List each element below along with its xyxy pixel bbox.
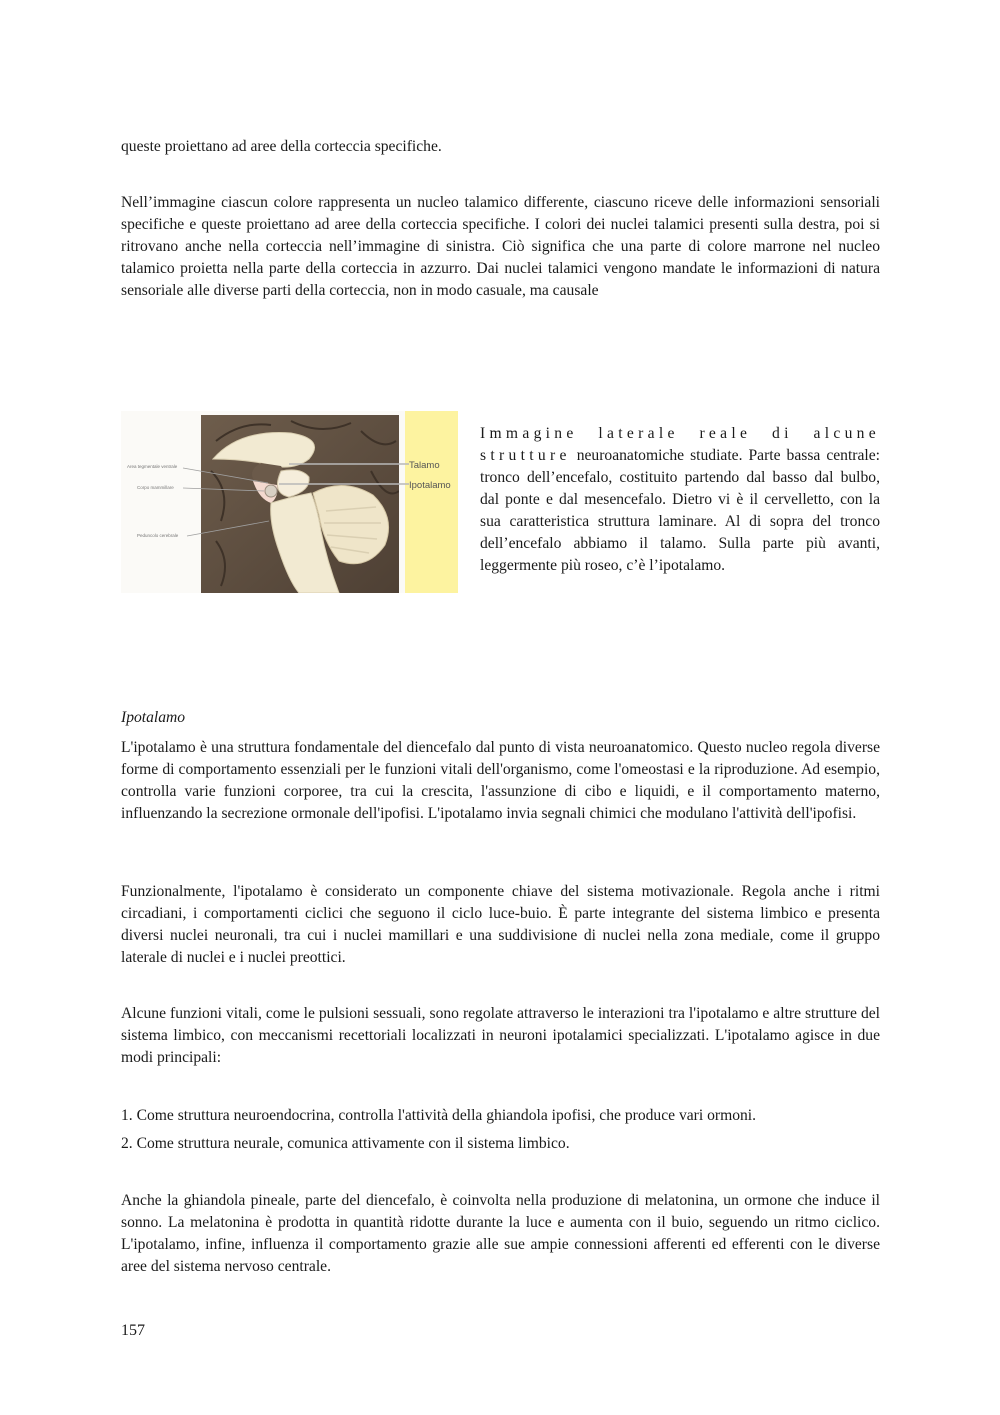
caption-first-line: Immagine laterale reale di alcune strutture [480, 425, 880, 464]
section-heading: Ipotalamo [121, 709, 186, 726]
highlight-band [405, 411, 458, 593]
label-talamo: Talamo [409, 460, 440, 471]
label-area-tegmentale: Area tegmentale ventrale [127, 464, 178, 469]
label-corpo-mammillare: Corpo mammillare [137, 485, 174, 490]
paragraph-ipotalamo-2: Funzionalmente, l'ipotalamo è considerato un componente chiave del sistema motivazionale. Regola anche i ritmi circadiani, i comportamenti ciclici che seguono il ciclo luce-buio. È parte integrante del sistema limbico e presenta diversi nuclei neuronali, tra cui i nuclei mamillari e una suddivisione di nuclei nella zona mediale, come il gruppo laterale di nuclei e i nuclei preottici. [121, 883, 880, 966]
label-peduncolo: Peduncolo cerebrale [137, 533, 179, 538]
page-number: 157 [121, 1322, 145, 1339]
list-item: 2. Come struttura neurale, comunica attivamente con il sistema limbico. [121, 1135, 570, 1152]
caption-rest: neuroanatomiche studiate. Parte bassa centrale: tronco dell’encefalo, costituito partendo dal basso dal bulbo, dal ponte e dal mesencefalo. Dietro vi è il cervelletto, con la sua caratteristica struttura laminare. Al di sopra del tronco dell’encefalo abbiamo il talamo. Sulla parte più avanti, leggermente più roseo, c’è l’ipotalamo. [480, 447, 880, 574]
paragraph-pineale: Anche la ghiandola pineale, parte del diencefalo, è coinvolta nella produzione di melatonina, un ormone che induce il sonno. La melatonina è prodotta in quantità ridotte durante la luce e aumenta con il buio, seguendo un ritmo ciclico. L'ipotalamo, infine, influenza il comportamento grazie alle sue ampie connessioni afferenti ed efferenti con le diverse aree del sistema nervoso centrale. [121, 1192, 880, 1275]
paragraph-ipotalamo-3: Alcune funzioni vitali, come le pulsioni sessuali, sono regolate attraverso le interazioni tra l'ipotalamo e altre strutture del sistema limbico, con meccanismi recettoriali localizzati in neuroni ipotalamici specializzati. L'ipotalamo agisce in due modi principali: [121, 1005, 880, 1066]
list-item: 1. Come struttura neuroendocrina, controlla l'attività della ghiandola ipofisi, che produce vari ormoni. [121, 1107, 757, 1124]
brain-lateral-figure [121, 411, 458, 593]
figure-caption [480, 423, 880, 577]
brain-section-image [121, 411, 458, 593]
mammillary-body [265, 485, 277, 497]
paragraph-nuclei: Nell’immagine ciascun colore rappresenta un nucleo talamico differente, ciascuno riceve delle informazioni sensoriali specifiche e queste proiettano ad aree della corteccia specifiche. I colori dei nuclei talamici presenti sulla destra, poi si ritrovano anche nella corteccia nell’immagine di sinistra. Ciò significa che una parte di colore marrone nel nucleo talamico proietta nella parte della corteccia in azzurro. Dai nuclei talamici vengono mandate le informazioni di natura sensoriale alle diverse parti della corteccia, non in modo casuale, ma causale [121, 194, 880, 299]
paragraph-intro: queste proiettano ad aree della corteccia specifiche. [121, 138, 442, 155]
paragraph-ipotalamo-1: L'ipotalamo è una struttura fondamentale del diencefalo dal punto di vista neuroanatomico. Questo nucleo regola diverse forme di comportamento essenziali per le funzioni vitali dell'organismo, come l'omeostasi e la riproduzione. Ad esempio, controlla varie funzioni corporee, tra cui la crescita, l'assunzione di cibo e liquidi, e il comportamento materno, influenzando la secrezione ormonale dell'ipofisi. L'ipotalamo invia segnali chimici che modulano l'attività dell'ipofisi. [121, 739, 880, 822]
band-gap [399, 411, 405, 593]
label-ipotalamo: Ipotalamo [409, 480, 451, 491]
